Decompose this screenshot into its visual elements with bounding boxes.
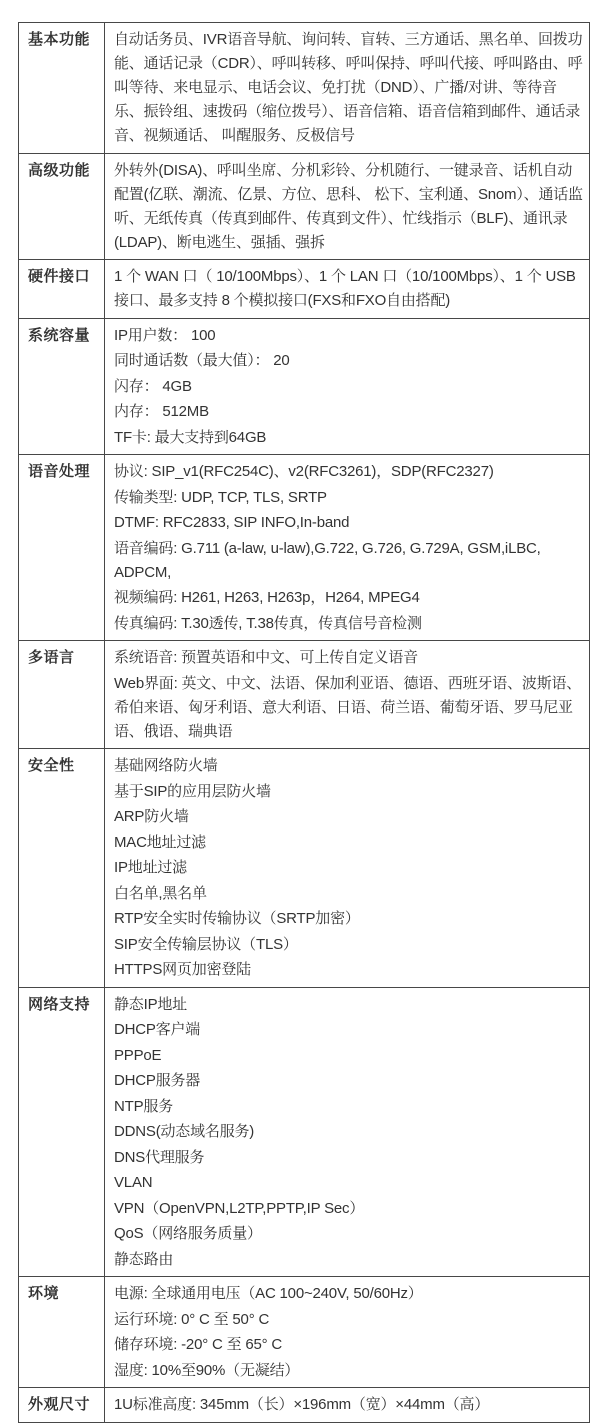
row-content bbox=[105, 455, 590, 641]
spec-line: HTTPS网页加密登陆 bbox=[114, 961, 251, 978]
table-row bbox=[19, 260, 590, 319]
spec-table bbox=[18, 22, 590, 1423]
spec-line: IP地址过滤 bbox=[114, 859, 187, 876]
spec-line: 语音编码: G.711 (a-law, u-law),G.722, G.726, G.729A, GSM,iLBC, ADPCM, bbox=[114, 539, 541, 581]
spec-line: 协议: SIP_v1(RFC254C)、v2(RFC3261)，SDP(RFC2327) bbox=[114, 463, 494, 480]
spec-line: 基础网络防火墙 bbox=[114, 757, 218, 774]
spec-table-body bbox=[19, 23, 590, 1423]
table-row bbox=[19, 153, 590, 260]
spec-line: DDNS(动态域名服务) bbox=[114, 1123, 255, 1140]
spec-line: 传输类型: UDP, TCP, TLS, SRTP bbox=[114, 488, 327, 506]
spec-line: Web界面: 英文、中文、法语、保加利亚语、德语、西班牙语、波斯语、希伯来语、匈牙利语、意大利语、日语、荷兰语、葡萄牙语、罗马尼亚语、俄语、瑞典语 bbox=[114, 674, 582, 740]
row-content bbox=[105, 318, 590, 455]
spec-line: 1U标准高度: 345mm（长）×196mm（宽）×44mm（高） bbox=[114, 1396, 490, 1413]
spec-line: ARP防火墙 bbox=[114, 808, 189, 825]
spec-line: 运行环境: 0° C 至 50° C bbox=[114, 1310, 270, 1328]
table-row bbox=[19, 749, 590, 988]
spec-line: SIP安全传输层协议（TLS） bbox=[114, 935, 298, 953]
row-label: 硬件接口 bbox=[19, 260, 105, 319]
row-label: 外观尺寸 bbox=[19, 1388, 105, 1423]
table-row bbox=[19, 455, 590, 641]
spec-line: 外转外(DISA)、呼叫坐席、分机彩铃、分机随行、一键录音、话机自动配置(亿联、潮流、亿景、方位、思科、 松下、宝利通、Snom）、通话监听、无纸传真（传真到邮件、传真到文件）、忙线指示（BLF)、通讯录(LDAP)、断电逃生、强插、强拆 bbox=[114, 161, 583, 251]
spec-line: DHCP服务器 bbox=[114, 1072, 201, 1089]
spec-line: IP用户数： 100 bbox=[114, 326, 216, 344]
spec-line: 湿度: 10%至90%（无凝结） bbox=[114, 1361, 300, 1379]
spec-line: DHCP客户端 bbox=[114, 1021, 201, 1038]
spec-line: 电源: 全球通用电压（AC 100~240V, 50/60Hz） bbox=[114, 1285, 423, 1302]
row-content bbox=[105, 23, 590, 154]
spec-line: 储存环境: -20° C 至 65° C bbox=[114, 1336, 283, 1353]
spec-line: QoS（网络服务质量） bbox=[114, 1225, 262, 1242]
row-content bbox=[105, 1388, 590, 1423]
table-row bbox=[19, 1388, 590, 1423]
spec-line: DTMF: RFC2833, SIP INFO,In-band bbox=[114, 514, 350, 531]
row-content bbox=[105, 1277, 590, 1388]
spec-line: VPN（OpenVPN,L2TP,PPTP,IP Sec） bbox=[114, 1199, 365, 1217]
row-label: 多语言 bbox=[19, 641, 105, 749]
spec-line: 视频编码: H261, H263, H263p，H264, MPEG4 bbox=[114, 589, 420, 606]
row-content bbox=[105, 987, 590, 1277]
spec-line: 静态路由 bbox=[114, 1250, 174, 1268]
spec-line: PPPoE bbox=[114, 1046, 162, 1064]
row-content bbox=[105, 641, 590, 749]
table-row bbox=[19, 318, 590, 455]
row-content bbox=[105, 749, 590, 988]
spec-line: 闪存： 4GB bbox=[114, 377, 192, 395]
spec-line: 基于SIP的应用层防火墙 bbox=[114, 782, 271, 800]
row-content bbox=[105, 153, 590, 260]
spec-line: 内存： 512MB bbox=[114, 403, 209, 420]
spec-line: DNS代理服务 bbox=[114, 1148, 205, 1166]
spec-line: 系统语音: 预置英语和中文、可上传自定义语音 bbox=[114, 649, 418, 666]
row-content bbox=[105, 260, 590, 319]
spec-line: 白名单,黑名单 bbox=[114, 884, 207, 902]
row-label: 网络支持 bbox=[19, 987, 105, 1277]
spec-line: MAC地址过滤 bbox=[114, 833, 206, 851]
table-row bbox=[19, 641, 590, 749]
row-label: 系统容量 bbox=[19, 318, 105, 455]
table-row bbox=[19, 1277, 590, 1388]
table-row bbox=[19, 987, 590, 1277]
spec-line: 自动话务员、IVR语音导航、询问转、盲转、三方通话、黑名单、回拨功能、通话记录（CDR）、呼叫转移、呼叫保持、呼叫代接、呼叫路由、呼叫等待、来电显示、电话会议、免打扰（DND）、广播/对讲、等待音乐、振铃组、速拨码（缩位拨号）、语音信箱、语音信箱到邮件、通话录音、视频通话、 叫醒服务、反极信号 bbox=[114, 31, 583, 144]
table-row bbox=[19, 23, 590, 154]
spec-line: 同时通话数（最大值）： 20 bbox=[114, 352, 290, 369]
spec-line: VLAN bbox=[114, 1174, 153, 1191]
row-label: 安全性 bbox=[19, 749, 105, 988]
row-label: 语音处理 bbox=[19, 455, 105, 641]
row-label: 环境 bbox=[19, 1277, 105, 1388]
row-label: 基本功能 bbox=[19, 23, 105, 154]
spec-line: TF卡: 最大支持到64GB bbox=[114, 428, 267, 446]
spec-line: 传真编码: T.30透传, T.38传真，传真信号音检测 bbox=[114, 614, 422, 632]
spec-line: 1 个 WAN 口（ 10/100Mbps）、1 个 LAN 口（10/100Mbps）、1 个 USB 接口、最多支持 8 个模拟接口(FXS和FXO自由搭配) bbox=[114, 268, 576, 309]
spec-line: 静态IP地址 bbox=[114, 995, 187, 1013]
spec-line: RTP安全实时传输协议（SRTP加密） bbox=[114, 910, 360, 927]
spec-line: NTP服务 bbox=[114, 1097, 174, 1115]
row-label: 高级功能 bbox=[19, 153, 105, 260]
